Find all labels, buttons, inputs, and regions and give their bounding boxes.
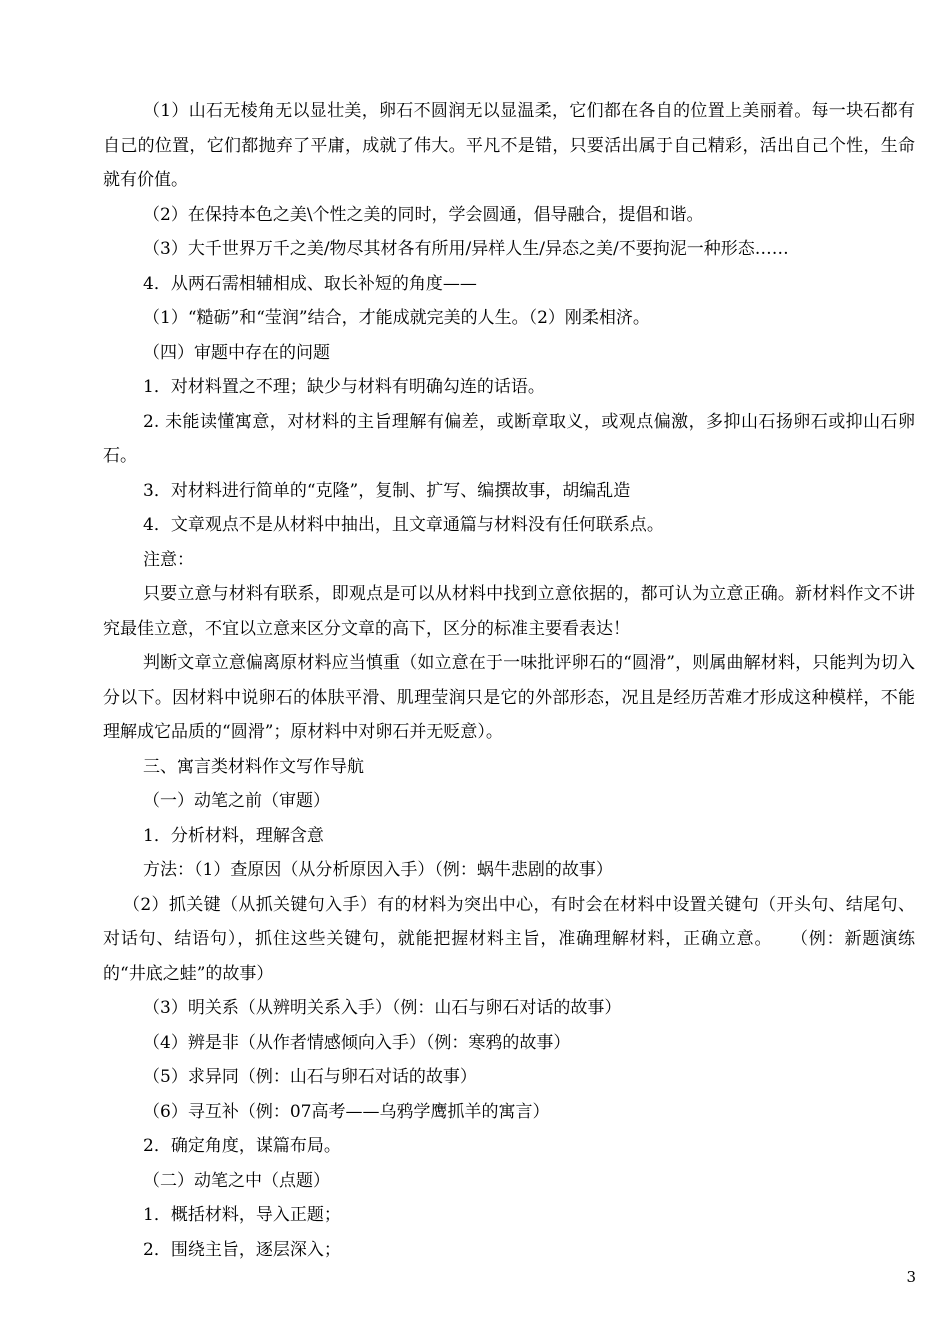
paragraph-7: 1．对材料置之不理；缺少与材料有明确勾连的话语。: [143, 377, 545, 397]
paragraph-4: 4．从两石需相辅相成、取长补短的角度——: [143, 273, 477, 294]
paragraph-5: （1）“糙砺”和“莹润”结合，才能成就完美的人生。（2）刚柔相济。: [143, 308, 650, 328]
section-heading-fable-guide: 三、寓言类材料作文写作导航: [143, 756, 364, 777]
paragraph-19: （3）明关系（从辨明关系入手）（例：山石与卵石对话的故事）: [143, 998, 622, 1018]
paragraph-26: 2．围绕主旨，逐层深入；: [143, 1239, 341, 1260]
paragraph-13: 判断文章立意偏离原材料应当慎重（如立意在于一味批评卵石的“圆滑”，则属曲解材料，只能判为切入分以下。因材料中说卵石的体肤平滑、肌理莹润只是它的外部形态，况且是经历苦难才形成这种模样，不能理解成它品质的“圆滑”；原材料中对卵石并无贬意）。: [103, 653, 915, 742]
page-number: 3: [906, 1268, 916, 1286]
note-heading: 注意：: [143, 549, 194, 570]
paragraph-12: 只要立意与材料有联系，即观点是可以从材料中找到立意依据的，都可认为立意正确。新材料作文不讲究最佳立意，不宜以立意来区分文章的高下，区分的标准主要看表达！: [103, 584, 915, 639]
document-body: [103, 94, 915, 1267]
paragraph-16: 1．分析材料，理解含意: [143, 825, 324, 846]
paragraph-17: 方法：（1）查原因（从分析原因入手）（例：蜗牛悲剧的故事）: [143, 860, 613, 880]
paragraph-8: 2. 未能读懂寓意，对材料的主旨理解有偏差，或断章取义，或观点偏激，多抑山石扬卵石或抑山石卵石。: [103, 411, 915, 466]
subsection-heading-before-writing: （一）动笔之前（审题）: [143, 791, 330, 811]
paragraph-25: 1．概括材料，导入正题；: [143, 1205, 341, 1225]
paragraph-2: （2）在保持本色之美\个性之美的同时，学会圆通，倡导融合，提倡和谐。: [143, 204, 704, 225]
paragraph-22: （6）寻互补（例：07高考——乌鸦学鹰抓羊的寓言）: [143, 1101, 550, 1122]
section-heading-review-problems: （四）审题中存在的问题: [143, 342, 330, 363]
paragraph-21: （5）求异同（例：山石与卵石对话的故事）: [143, 1067, 477, 1087]
paragraph-20: （4）辨是非（从作者情感倾向入手）（例：寒鸦的故事）: [143, 1032, 571, 1053]
paragraph-3: （3）大千世界万千之美/物尽其材各有所用/异样人生/异态之美/不要拘泥一种形态……: [143, 239, 789, 259]
paragraph-1: （1）山石无棱角无以显壮美，卵石不圆润无以显温柔，它们都在各自的位置上美丽着。每一块石都有自己的位置，它们都抛弃了平庸，成就了伟大。平凡不是错，只要活出属于自己精彩，活出自己个性，生命就有价值。: [103, 101, 915, 190]
paragraph-10: 4．文章观点不是从材料中抽出，且文章通篇与材料没有任何联系点。: [143, 515, 664, 535]
paragraph-9: 3．对材料进行简单的“克隆”，复制、扩写、编撰故事，胡编乱造: [143, 480, 631, 501]
subsection-heading-during-writing: （二）动笔之中（点题）: [143, 1170, 330, 1191]
paragraph-18: （2）抓关键（从抓关键句入手）有的材料为突出中心，有时会在材料中设置关键句（开头句、结尾句、对话句、结语句），抓住这些关键句，就能把握材料主旨，准确理解材料，正确立意。 （例：新题演练的“井底之蛙”的故事）: [103, 894, 915, 984]
paragraph-23: 2．确定角度，谋篇布局。: [143, 1136, 341, 1156]
